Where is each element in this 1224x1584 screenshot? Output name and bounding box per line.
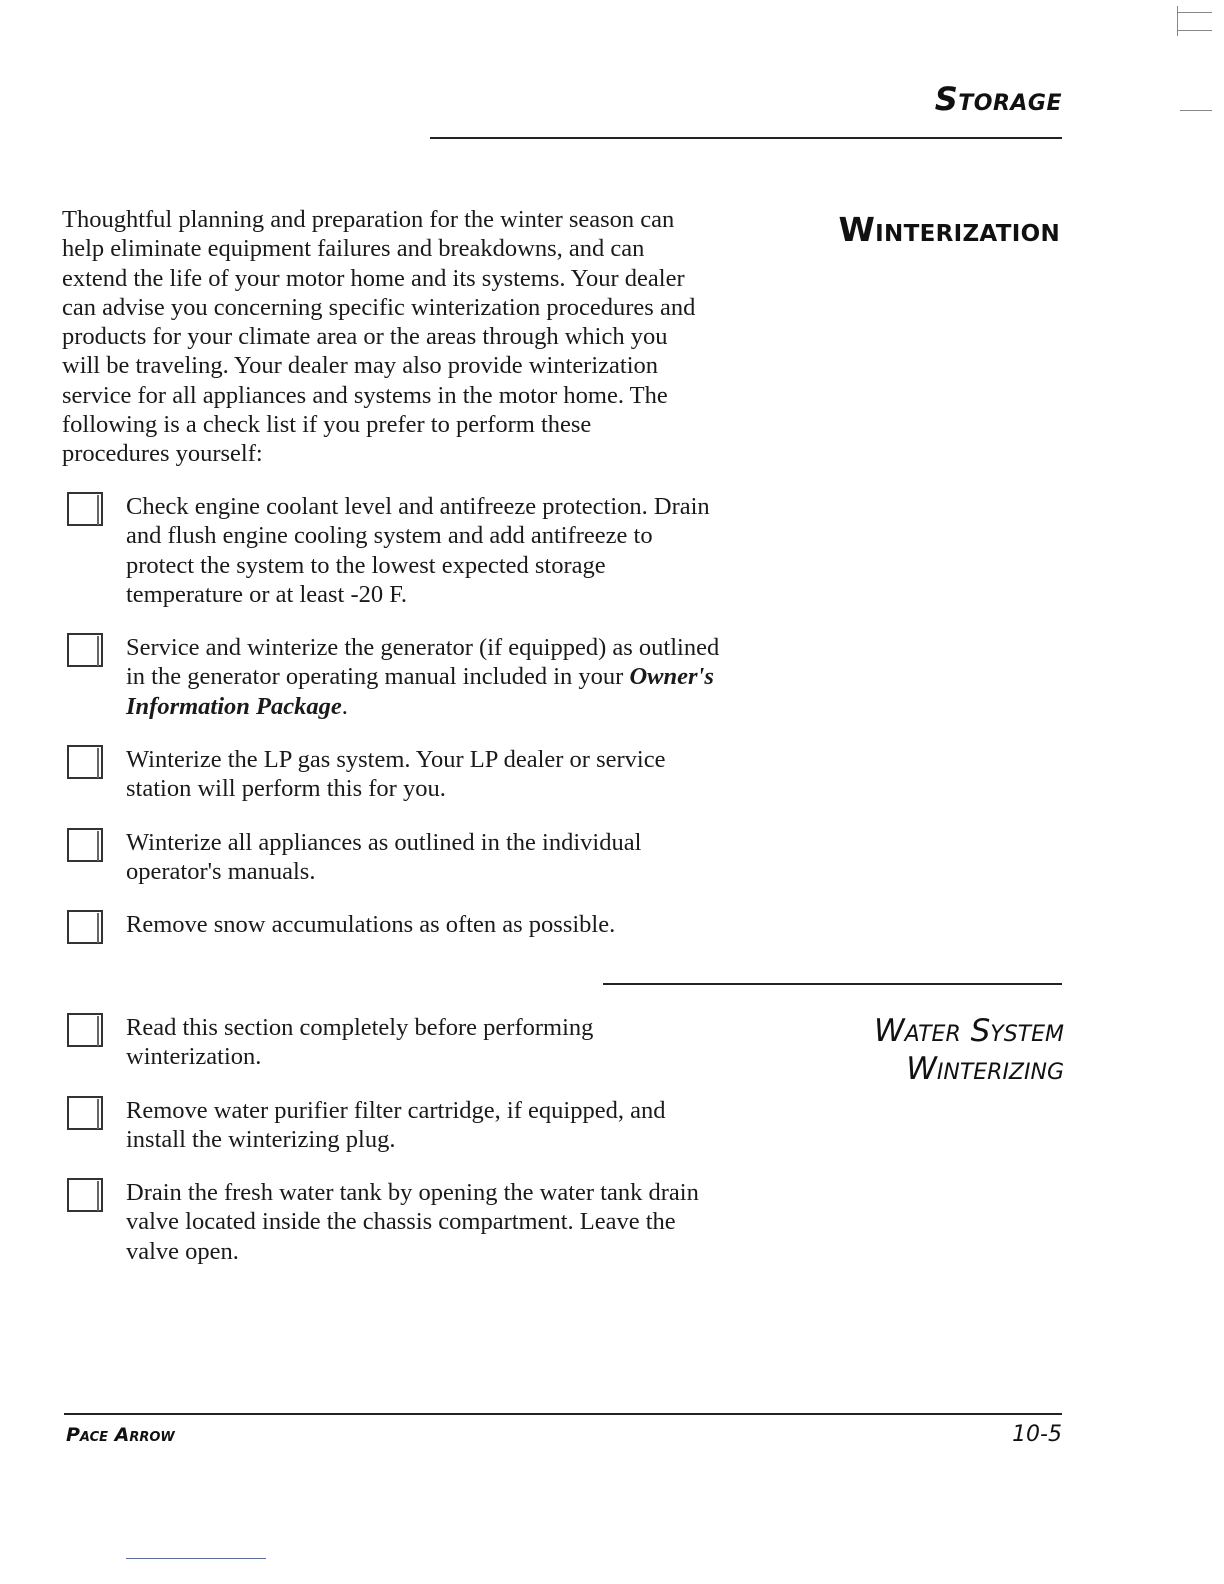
- checklist-item: [62, 745, 722, 804]
- checklist-item-text: Winterize the LP gas system. Your LP dealer or service station will perform this for you.: [126, 746, 666, 803]
- checklist-item: [62, 633, 722, 721]
- checkbox-icon[interactable]: [67, 1096, 103, 1130]
- checkbox-icon[interactable]: [67, 745, 103, 779]
- checklist-item-text: Remove snow accumulations as often as possible.: [126, 911, 616, 939]
- checklist-item-text: Winterize all appliances as outlined in the individual operator's manuals.: [126, 828, 642, 885]
- checkbox-icon[interactable]: [67, 828, 103, 862]
- checkbox-icon[interactable]: [67, 1013, 103, 1047]
- header-divider: [430, 137, 1062, 139]
- water-system-heading-line1: Water System: [874, 1013, 1064, 1049]
- winterization-intro-paragraph: Thoughtful planning and preparation for the winter season can help eliminate equipment failures and breakdowns, and can extend the life of your motor home and its systems. Your dealer can advise you concerning specific winterization procedures and products for your climate area or the areas through which you will be traveling. Your dealer may also provide winterization service for all appliances and systems in the motor home. The following is a check list if you prefer to perform these procedures yourself:: [62, 206, 696, 468]
- section-divider: [603, 983, 1062, 985]
- page-section-title: Storage: [934, 80, 1062, 118]
- footer-divider: [64, 1413, 1062, 1415]
- checklist-item: [62, 1013, 722, 1072]
- checklist-item-text: Read this section completely before performing winterization.: [126, 1014, 594, 1071]
- water-system-checklist: [62, 1013, 722, 1266]
- water-system-heading-line2: Winterizing: [906, 1051, 1064, 1087]
- scan-mark-side: [1180, 110, 1212, 111]
- scan-artifact-line: [126, 1558, 266, 1559]
- water-system-heading: [874, 1012, 1064, 1088]
- checkbox-icon[interactable]: [67, 1178, 103, 1212]
- checkbox-icon[interactable]: [67, 633, 103, 667]
- checklist-item: [62, 910, 722, 939]
- checkbox-icon[interactable]: [67, 910, 103, 944]
- scan-mark-top: [1178, 12, 1212, 13]
- scan-mark-top-2: [1178, 30, 1212, 31]
- checklist-item: [62, 1178, 722, 1266]
- checkbox-icon[interactable]: [67, 492, 103, 526]
- owners-package-emphasis: Owner's Information Package: [126, 663, 714, 720]
- checklist-item: [62, 828, 722, 887]
- winterization-checklist: [62, 492, 722, 940]
- checklist-item-text: Service and winterize the generator (if equipped) as outlined in the generator operating manual included in your: [126, 634, 720, 691]
- scan-mark-vertical: [1177, 6, 1178, 36]
- checklist-item: [62, 1096, 722, 1155]
- checklist-item-text: Check engine coolant level and antifreeze protection. Drain and flush engine cooling system and add antifreeze to protect the system to the lowest expected storage temperature or at least -20 F.: [126, 493, 710, 608]
- checklist-item-suffix: .: [341, 692, 348, 720]
- winterization-heading: Winterization: [838, 210, 1060, 249]
- checklist-item-text: Remove water purifier filter cartridge, if equipped, and install the winterizing plug.: [126, 1096, 666, 1153]
- checklist-item: [62, 492, 722, 609]
- footer-page-number: 10-5: [1012, 1422, 1062, 1447]
- checklist-item-text: Drain the fresh water tank by opening the water tank drain valve located inside the chassis compartment. Leave the valve open.: [126, 1179, 699, 1265]
- footer-product-name: Pace Arrow: [66, 1424, 175, 1446]
